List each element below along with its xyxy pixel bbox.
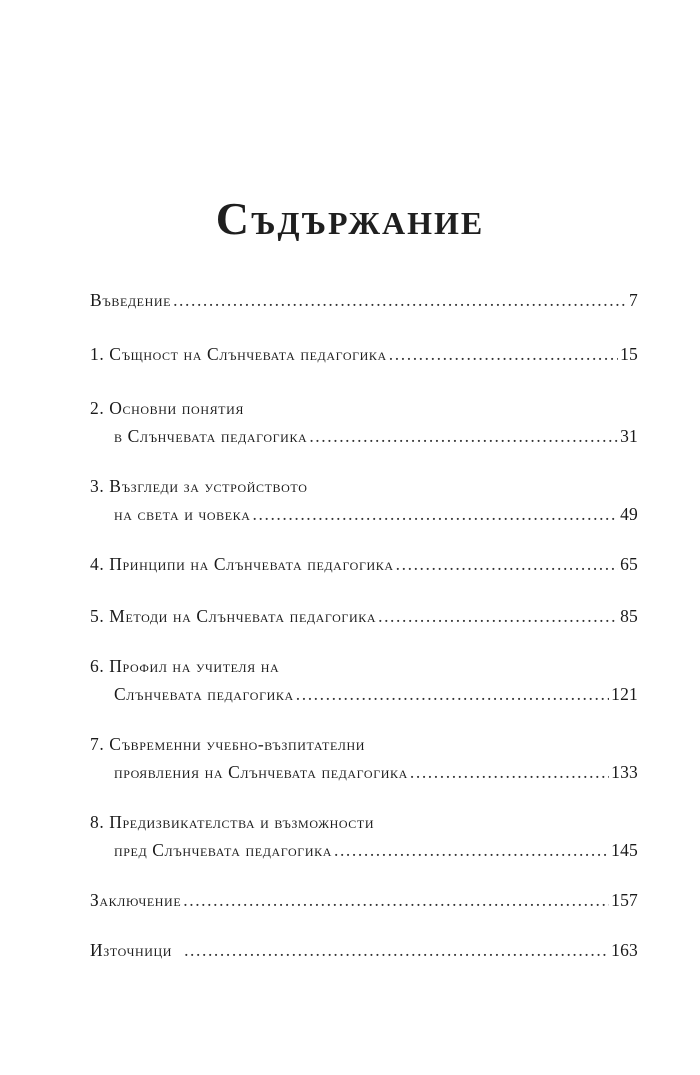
toc-entry-chapter-5[interactable] (90, 602, 638, 630)
toc-entry-chapter-8[interactable] (90, 808, 638, 864)
toc-entry-title: Източници (90, 940, 173, 960)
toc-page-number: 163 (611, 940, 638, 960)
toc-entry-title-continued: в Слънчевата педагогика (114, 426, 308, 446)
toc-entry-title-continued: на света и човека (114, 504, 251, 524)
toc-entry-chapter-1[interactable] (90, 340, 638, 368)
toc-entry-title: 6. Профил на учителя на (90, 656, 280, 676)
toc-entry-line (90, 286, 638, 314)
toc-entry-introduction[interactable] (90, 286, 638, 314)
toc-entry-line (90, 836, 638, 864)
toc-page-number: 15 (620, 344, 638, 364)
toc-entry-title: 7. Съвременни учебно-възпитателни (90, 734, 365, 754)
dot-leader (296, 680, 609, 708)
toc-entry-line (90, 680, 638, 708)
toc-entry-line (90, 550, 638, 578)
toc-entry-title: 8. Предизвикателства и възможности (90, 812, 375, 832)
toc-entry-chapter-6[interactable] (90, 652, 638, 708)
toc-page-number: 133 (611, 762, 638, 782)
toc-entry-title-continued: пред Слънчевата педагогика (114, 840, 332, 860)
toc-page-number: 145 (611, 840, 638, 860)
toc-page-number: 7 (629, 290, 638, 310)
toc-entry-line (90, 652, 638, 680)
toc-entry-line (90, 394, 638, 422)
dot-leader (396, 550, 618, 578)
toc-entry-line (90, 730, 638, 758)
toc-entry-conclusion[interactable] (90, 886, 638, 914)
dot-leader (173, 286, 627, 314)
toc-entry-line (90, 500, 638, 528)
dot-leader (184, 936, 609, 964)
toc-entry-title-continued: Слънчевата педагогика (114, 684, 294, 704)
dot-leader (334, 836, 609, 864)
toc-entry-line (90, 808, 638, 836)
toc-entry-chapter-4[interactable] (90, 550, 638, 578)
toc-entry-line (90, 758, 638, 786)
toc-entry-title: 2. Основни понятия (90, 398, 244, 418)
toc-page-number: 85 (620, 606, 638, 626)
toc-page-number: 157 (611, 890, 638, 910)
dot-leader (309, 422, 618, 450)
toc-page-number: 49 (620, 504, 638, 524)
toc-entry-title: 5. Методи на Слънчевата педагогика (90, 606, 377, 626)
toc-entry-line (90, 602, 638, 630)
toc-entry-line (90, 340, 638, 368)
toc-page-number: 65 (620, 554, 638, 574)
toc-entry-sources[interactable] (90, 936, 638, 964)
toc-entry-line (90, 936, 638, 964)
page-title: Съдържание (215, 192, 485, 244)
dot-leader (410, 758, 609, 786)
dot-leader (183, 886, 609, 914)
toc-entry-title: 4. Принципи на Слънчевата педагогика (90, 554, 394, 574)
toc-entry-chapter-7[interactable] (90, 730, 638, 786)
toc-entry-line (90, 472, 638, 500)
toc-entry-chapter-3[interactable] (90, 472, 638, 528)
table-of-contents (90, 286, 638, 964)
toc-entry-title-continued: проявления на Слънчевата педагогика (114, 762, 408, 782)
dot-leader (378, 602, 618, 630)
toc-page-number: 31 (620, 426, 638, 446)
toc-entry-title: 1. Същност на Слънчевата педагогика (90, 344, 387, 364)
toc-entry-title: Въведение (90, 290, 172, 310)
toc-entry-line (90, 422, 638, 450)
toc-entry-title: 3. Възгледи за устройството (90, 476, 308, 496)
toc-entry-line (90, 886, 638, 914)
dot-leader (389, 340, 618, 368)
dot-leader (253, 500, 619, 528)
toc-entry-title: Заключение (90, 890, 182, 910)
toc-page-number: 121 (611, 684, 638, 704)
toc-entry-chapter-2[interactable] (90, 394, 638, 450)
